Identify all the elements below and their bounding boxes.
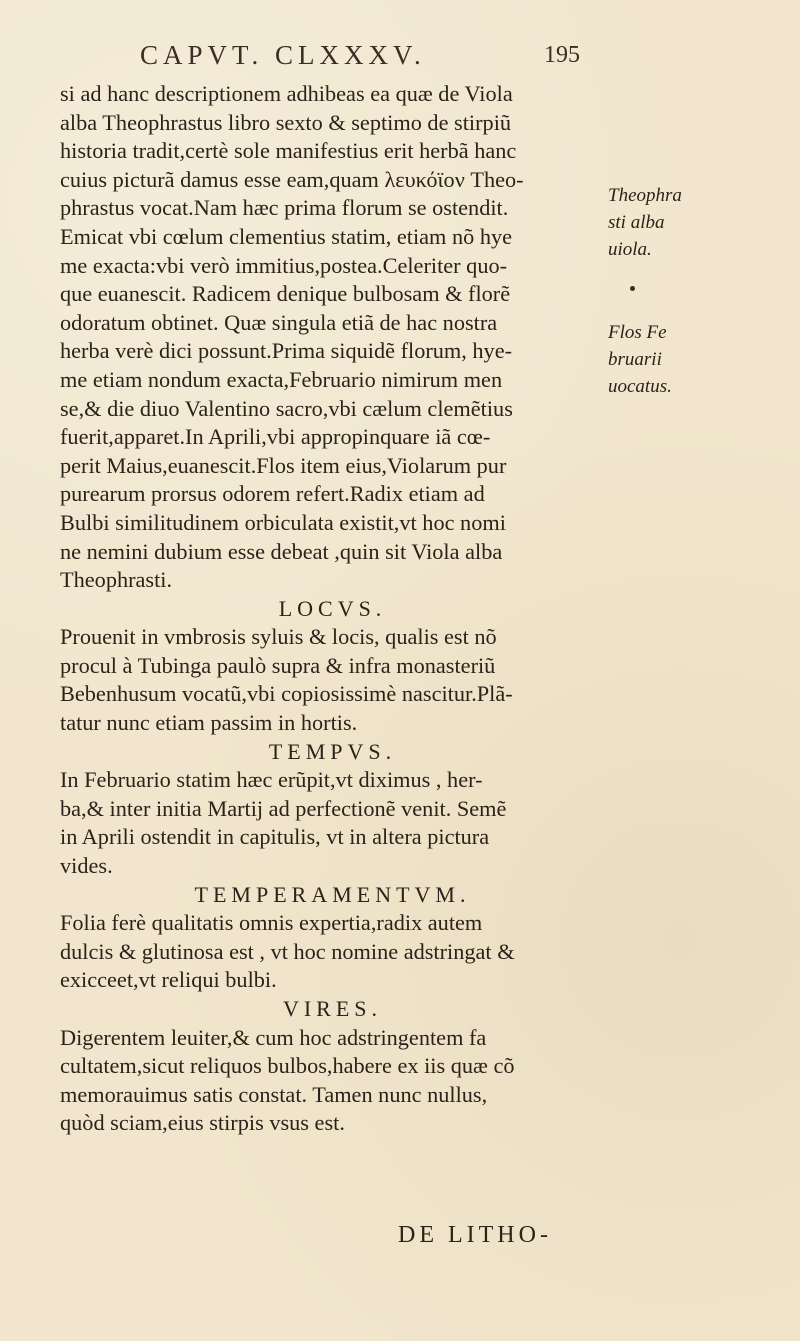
text-line: purearum prorsus odorem refert.Radix etiam ad (60, 481, 485, 507)
text-line: Digerentem leuiter,& cum hoc adstringentem fa (60, 1024, 487, 1050)
running-title: CAPVT. CLXXXV. (140, 40, 426, 70)
text-line: Emicat vbi cœlum clementius statim, etiam nõ hye (60, 223, 513, 249)
margin-note-line: bruarii (608, 349, 662, 370)
text-line: herba verè dici possunt.Prima siquidẽ florum, hye- (60, 338, 513, 364)
text-line: exicceet,vt reliqui bulbi. (60, 967, 277, 993)
text-line: ba,& inter initia Martij ad perfectionẽ venit. Semẽ (60, 795, 507, 821)
margin-note-theophrasti (608, 182, 708, 263)
text-line: Theophrasti. (60, 567, 173, 593)
section-heading-locus: LOCVS. (278, 595, 387, 621)
text-line: fuerit,apparet.In Aprili,vbi appropinquare iã cœ- (60, 424, 491, 450)
text-line: si ad hanc descriptionem adhibeas ea quæ de Viola (60, 81, 513, 106)
text-line: Bebenhusum vocatũ,vbi copiosissimè nascitur.Plã- (60, 681, 513, 707)
margin-notes (608, 182, 708, 456)
text-line: In Februario statim hæc erũpit,vt diximus , her- (60, 767, 483, 793)
margin-note-line: uocatus. (608, 376, 672, 397)
text-line: tatur nunc etiam passim in hortis. (60, 710, 358, 736)
margin-note-line: Theophra (608, 185, 682, 206)
margin-note-flos (608, 319, 708, 400)
text-line: perit Maius,euanescit.Flos item eius,Violarum pur (60, 452, 507, 478)
body-text (60, 80, 605, 1138)
text-line: procul à Tubinga paulò supra & infra monasteriũ (60, 652, 496, 678)
text-line: phrastus vocat.Nam hæc prima florum se ostendit. (60, 195, 509, 221)
text-line: Prouenit in vmbrosis syluis & locis, qualis est nõ (60, 624, 497, 650)
text-line: me exacta:vbi verò immitius,postea.Celeriter quo- (60, 252, 508, 278)
text-line: que euanescit. Radicem denique bulbosam & florẽ (60, 281, 511, 307)
text-line: vides. (60, 853, 113, 879)
text-line: alba Theophrastus libro sexto & septimo de stirpiũ (60, 109, 512, 135)
running-header (140, 40, 580, 74)
margin-dot (630, 286, 635, 291)
text-line: in Aprili ostendit in capitulis, vt in altera pictura (60, 824, 490, 850)
text-line: dulcis & glutinosa est , vt hoc nomine adstringat & (60, 938, 515, 964)
section-heading-vires: VIRES. (282, 996, 383, 1021)
text-line: cuius picturã damus esse eam,quam λευκόϊον Theo- (60, 166, 524, 192)
section-heading-temperamentum: TEMPERAMENTVM. (194, 881, 471, 907)
section-heading-tempus: TEMPVS. (268, 738, 397, 764)
margin-note-line: uiola. (608, 239, 652, 260)
page-number: 195 (544, 42, 580, 68)
text-line: memorauimus satis constat. Tamen nunc nullus, (60, 1081, 488, 1107)
text-line: Folia ferè qualitatis omnis expertia,radix autem (60, 910, 483, 936)
text-line: me etiam nondum exacta,Februario nimirum men (60, 366, 503, 392)
text-line: quòd sciam,eius stirpis vsus est. (60, 1110, 345, 1136)
catchword: DE LITHO- (398, 1222, 552, 1248)
margin-note-line: sti alba (608, 212, 665, 233)
text-line: se,& die diuo Valentino sacro,vbi cælum clemẽtius (60, 395, 513, 421)
margin-note-line: Flos Fe (608, 322, 667, 343)
text-line: cultatem,sicut reliquos bulbos,habere ex iis quæ cõ (60, 1053, 515, 1079)
text-line: ne nemini dubium esse debeat ,quin sit Viola alba (60, 538, 503, 564)
text-line: historia tradit,certè sole manifestius erit herbã hanc (60, 138, 517, 164)
text-line: Bulbi similitudinem orbiculata existit,vt hoc nomi (60, 509, 506, 535)
text-line: odoratum obtinet. Quæ singula etiã de hac nostra (60, 309, 498, 335)
